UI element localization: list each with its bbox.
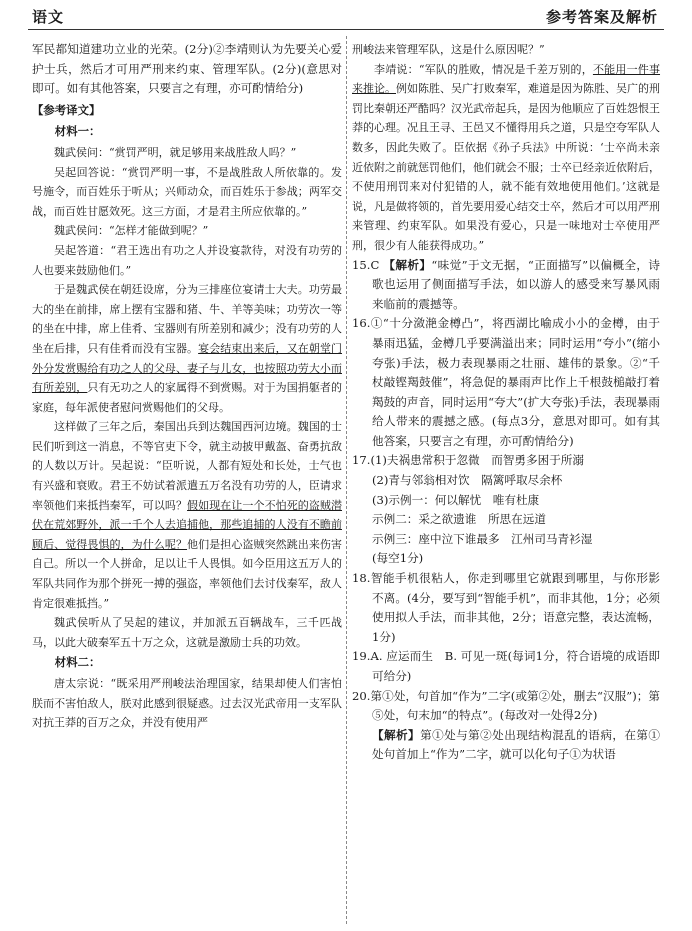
underlined-sentence: 宴会结束出来后，又在朝堂门外分发赏赐给有功之人的父母、妻子与儿女，也按照功劳大小而有所差别，	[32, 341, 343, 395]
question-number: 15.	[352, 257, 371, 272]
question-number: 20.	[352, 688, 371, 703]
reference-translation-heading: 【参考译文】	[32, 102, 101, 117]
answer-line: (1)夫祸患常积于忽微 而智勇多困于所溺	[370, 453, 584, 468]
page-header	[0, 0, 692, 30]
translation-para: 魏武侯问：“怎样才能做到呢？”	[54, 224, 209, 238]
answer-line: (每空1分)	[372, 551, 424, 566]
section-title: 参考答案及解析	[545, 8, 658, 26]
question-number: 18.	[352, 571, 371, 586]
translation-para: 魏武侯问：“赏罚严明，就足够用来战胜敌人吗？”	[54, 145, 297, 159]
text-run: 李靖说：“军队的胜败，情况是千差万别的，	[374, 62, 593, 76]
answer-text: 智能手机很粘人，你走到哪里它就跟到哪里，与你形影不离。(4分，要写到“智能手机”，而非其他，1分；必须使用拟人手法，而非其他，2分；语意完整，表达流畅，1分)	[370, 571, 660, 644]
underlined-sentence: 不能用一件事来推论。	[352, 62, 661, 96]
translation-para: 吴起回答说：“赏罚严明一事，不是战胜敌人所依靠的。发号施令，而百姓乐于听从；兴师动众，而百姓乐于参战；两军交战，而百姓甘愿效死。这三方面，才是君主所应依靠的。”	[32, 165, 342, 218]
question-number: 17.	[352, 453, 371, 468]
question-number: 19.	[352, 649, 371, 664]
analysis-tag: 【解析】	[372, 727, 421, 742]
translation-para: 唐太宗说：“既采用严刑峻法治理国家，结果却使人们害怕朕而不害怕敌人，朕对此感到很疑惑。过去汉光武帝用一支军队对抗王莽的百万之众，并没有使用严	[32, 677, 342, 730]
answer-20-analysis	[352, 726, 660, 765]
material-two-heading: 材料二：	[54, 655, 101, 670]
answer-18	[352, 569, 660, 647]
answer-text: “味觉”于文无据，“正面描写”以偏概全，诗歌也运用了侧面描写手法，如以游人的感受来写暴风雨来临前的震撼等。	[372, 257, 660, 311]
question-number: 16.	[352, 316, 371, 331]
translation-para	[32, 280, 342, 417]
left-column	[32, 40, 342, 733]
answer-continuation: 军民都知道建功立业的光荣。(2分)②李靖则认为先要关心爱护士兵，然后才可用严刑来约束、管理军队。(2分)(意思对即可。如有其他答案，只要言之有理，亦可酌情给分)	[32, 42, 342, 96]
header-rule	[28, 29, 664, 30]
translation-para	[352, 60, 660, 256]
answer-text: 第①处，句首加“作为”二字(或第②处，删去“汉服”)；第⑤处，句末加“的特点”。(每改对一处得2分)	[370, 688, 660, 723]
translation-para: 刑峻法来管理军队，这是什么原因呢？”	[352, 43, 545, 56]
answer-text: A. 应运而生 B. 可见一斑(每词1分，符合语境的成语即可给分)	[370, 649, 660, 683]
answer-19	[352, 647, 660, 686]
translation-para: 魏武侯听从了吴起的建议，并加派五百辆战车，三千匹战马，以此大破秦军五十万之众，这就是激励士兵的功效。	[32, 616, 342, 649]
material-one-heading: 材料一：	[54, 124, 101, 139]
underlined-sentence: 假如现在让一个不怕死的盗贼潜伏在荒郊野外，派一千个人去追捕他，那些追捕的人没有不瞻前顾后、觉得畏惧的，为什么呢？	[32, 498, 343, 551]
answer-20	[352, 687, 660, 726]
text-run: 他们是担心盗贼突然跳出来伤害自己。所以一个人拼命，足以让千人畏惧。如今臣用这五万人的军队共同作为那个拼死一搏的强盗，率领他们去讨伐秦军，敌人肯定很难抵挡。”	[32, 537, 343, 610]
answer-line: 示例三：座中泣下谁最多 江州司马青衫湿	[372, 531, 593, 546]
analysis-tag: 【解析】	[383, 257, 432, 272]
translation-para	[32, 417, 342, 613]
translation-para: 吴起答道：“君王选出有功之人并设宴款待，对没有功劳的人也要来鼓励他们。”	[32, 243, 342, 277]
answer-15	[352, 256, 660, 315]
text-run: 只有无功之人的家属得不到赏赐。对于为国捐躯者的家庭，每年派使者慰问赏赐他们的父母。	[32, 381, 343, 414]
answer-16	[352, 314, 660, 451]
text-run: 例如陈胜、吴广打败秦军，难道是因为陈胜、吴广的刑罚比秦朝还严酷吗？汉光武帝起兵，是因为他顺应了百姓怨恨王莽的心理。况且王寻、王邑又不懂得用兵之道，只是空夸军队人数多，因此失败了。臣依据《孙子兵法》中所说：‘士卒尚未亲近依附之前就惩罚他们，他们就会不服；士卒已经亲近依附后，不使用刑罚来对付犯错的人，就不能有效地使用他们。’这就是说，凡是做将领的，首先要用爱心结交士卒，然后才可以用严刑来管理、约束军队。如果没有爱心，只是一味地对士卒使用严刑，很少有人能获得成功。”	[352, 82, 660, 252]
text-run: 这样做了三年之后，秦国出兵到达魏国西河边境。魏国的士民们听到这一消息，不等官吏下令，就主动披甲戴盔、奋勇抗敌的人数以万计。吴起说：“臣听说，人都有短处和长处，士气也有兴盛和衰败。君王不妨试着派遣五万名没有功劳的人，臣请求率领他们来抵挡秦军，可以吗？	[32, 420, 342, 512]
answer-line: 示例二：采之欲遗谁 所思在远道	[372, 512, 546, 527]
text-run: 于是魏武侯在朝廷设席，分为三排座位宴请士大夫。功劳最大的坐在前排，席上摆有宝器和猪、牛、羊等美味；功劳次一等的坐在中排，席上佳肴、宝器则有所差别和减少；没有功劳的人坐在后排，只有佳肴而没有宝器。	[32, 283, 342, 355]
right-column	[352, 40, 660, 765]
subject-title: 语文	[32, 8, 65, 26]
answer-choice: C	[370, 257, 380, 272]
answer-text: 第①处与第②处出现结构混乱的语病，在第①处句首加上“作为”二字，就可以化句子①为状语	[372, 727, 660, 762]
column-divider	[346, 36, 347, 924]
answer-line: (2)青与邻翁相对饮 隔篱呼取尽余杯	[372, 473, 563, 488]
answer-17	[352, 451, 660, 471]
answer-text: ①“十分潋滟金樽凸”，将西湖比喻成小小的金樽，由于暴雨迅猛，金樽几乎要满溢出来；同时运用“夸小”(缩小夸张)手法，极力表现暴雨之壮丽、雄伟的景象。②“千杖敲铿羯鼓催”，将急促的暴雨声比作上千根鼓槌敲打着羯鼓的声音，同时运用“夸大”(扩大夸张)手法，表现暴雨给人带来的震撼之感。(每点3分，意思对即可。如有其他答案，只要言之有理，亦可酌情给分)	[370, 316, 660, 448]
answer-line: (3)示例一：何以解忧 唯有杜康	[372, 492, 540, 507]
